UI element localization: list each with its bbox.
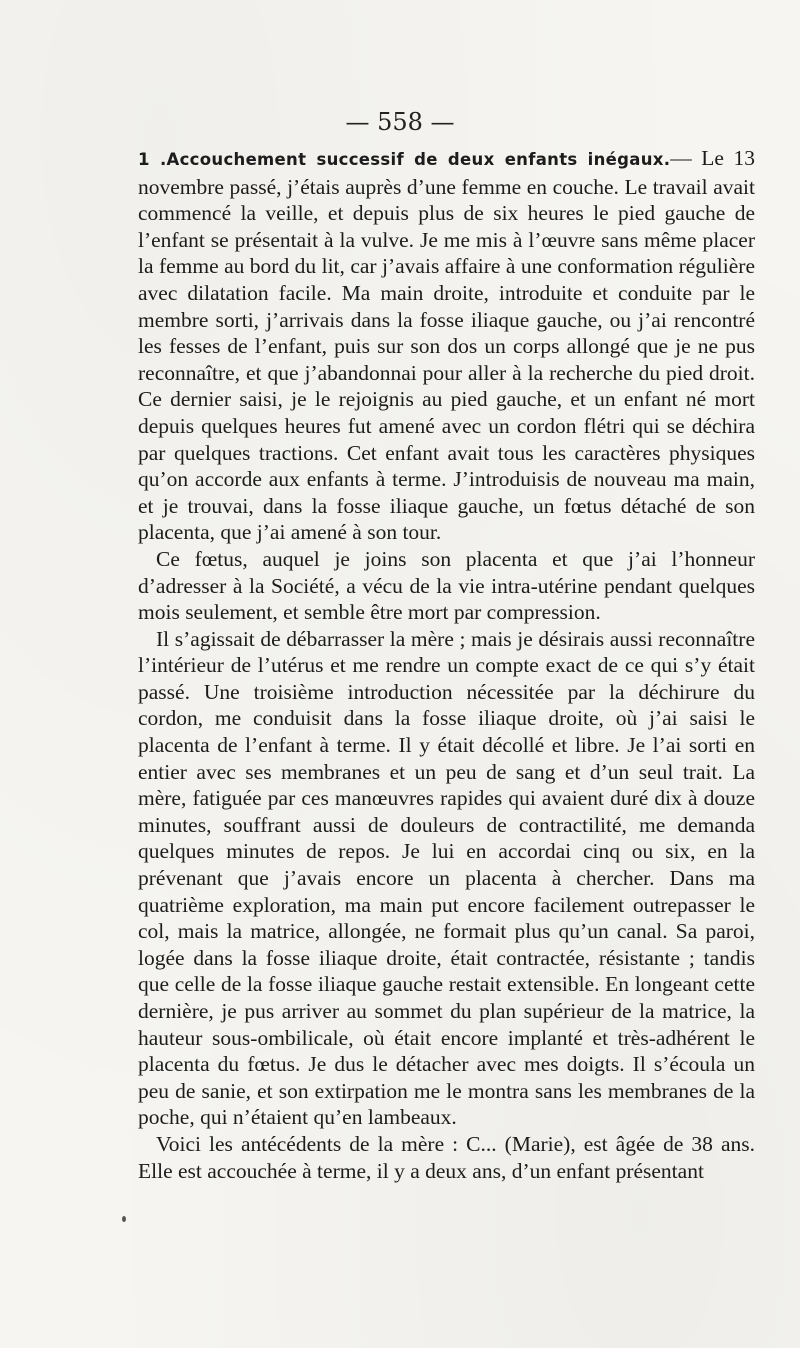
paragraph-1-text: Le 13 novembre passé, j’étais auprès d’une femme en couche. Le travail avait commencé la veille, et depuis plus de six heures le pied gauche de l’enfant se présentait à la vulve. Je me mis à l’œuvre sans même placer la femme au bord du lit, car j’avais affaire à une conformation régulière avec dilatation facile. Ma main droite, introduite et conduite par le membre sorti, j’arrivais dans la fosse iliaque gauche, ou j’ai rencontré les fesses de l’enfant, puis sur son dos un corps allongé que je ne pus reconnaître, et que j’abandonnai pour aller à la recherche du pied droit. Ce dernier saisi, je le rejoignis au pied gauche, et un enfant né mort depuis quelques heures fut amené avec un cordon flétri qui se déchira par quelques tractions. Cet enfant avait tous les caractères physiques qu’on accorde aux enfants à terme. J’introduisis de nouveau ma main, et je trouvai, dans la fosse iliaque gauche, un fœtus détaché de son placenta, que j’ai amené à son tour. <box>138 146 755 545</box>
paragraph-2: Ce fœtus, auquel je joins son placenta et que j’ai l’honneur d’adresser à la Société, a vécu de la vie intra-utérine pendant quelques mois seulement, et semble être mort par compression. <box>138 546 755 625</box>
article-body <box>138 145 755 1184</box>
ink-speck <box>122 1216 126 1222</box>
paragraph-3: Il s’agissait de débarrasser la mère ; mais je désirais aussi reconnaître l’intérieur de l’utérus et me rendre un compte exact de ce qui s’y était passé. Une troisième introduction nécessitée par la déchirure du cordon, me conduisit dans la fosse iliaque droite, où j’ai saisi le placenta de l’enfant à terme. Il y était décollé et libre. Je l’ai sorti en entier avec ses membranes et un peu de sang et d’un seul trait. La mère, fatiguée par ces manœuvres rapides qui avaient duré dix à douze minutes, souffrant aussi de douleurs de contractilité, me demanda quelques minutes de repos. Je lui en accordai cinq ou six, en la prévenant que j’avais encore un placenta à chercher. Dans ma quatrième exploration, ma main put encore facilement outrepasser le col, mais la matrice, allongée, ne formait plus qu’un canal. Sa paroi, logée dans la fosse iliaque droite, était contractée, résistante ; tandis que celle de la fosse iliaque gauche restait extensible. En longeant cette dernière, je pus arriver au sommet du plan supérieur de la matrice, la hauteur sous-ombilicale, où était encore implanté et très-adhérent le placenta du fœtus. Je dus le détacher avec mes doigts. Il s’écoula un peu de sanie, et son extirpation me le montra sans les membranes de la poche, qui n’étaient qu’en lambeaux. <box>138 626 755 1130</box>
title-separator: — <box>670 146 702 170</box>
paragraph-1 <box>138 145 755 546</box>
page-number: — 558 — <box>345 108 455 136</box>
section-title: 1 .Accouchement successif de deux enfants inégaux. <box>138 150 671 169</box>
paragraph-4: Voici les antécédents de la mère : C... (Marie), est âgée de 38 ans. Elle est accouchée à terme, il y a deux ans, d’un enfant présentant <box>138 1131 755 1183</box>
